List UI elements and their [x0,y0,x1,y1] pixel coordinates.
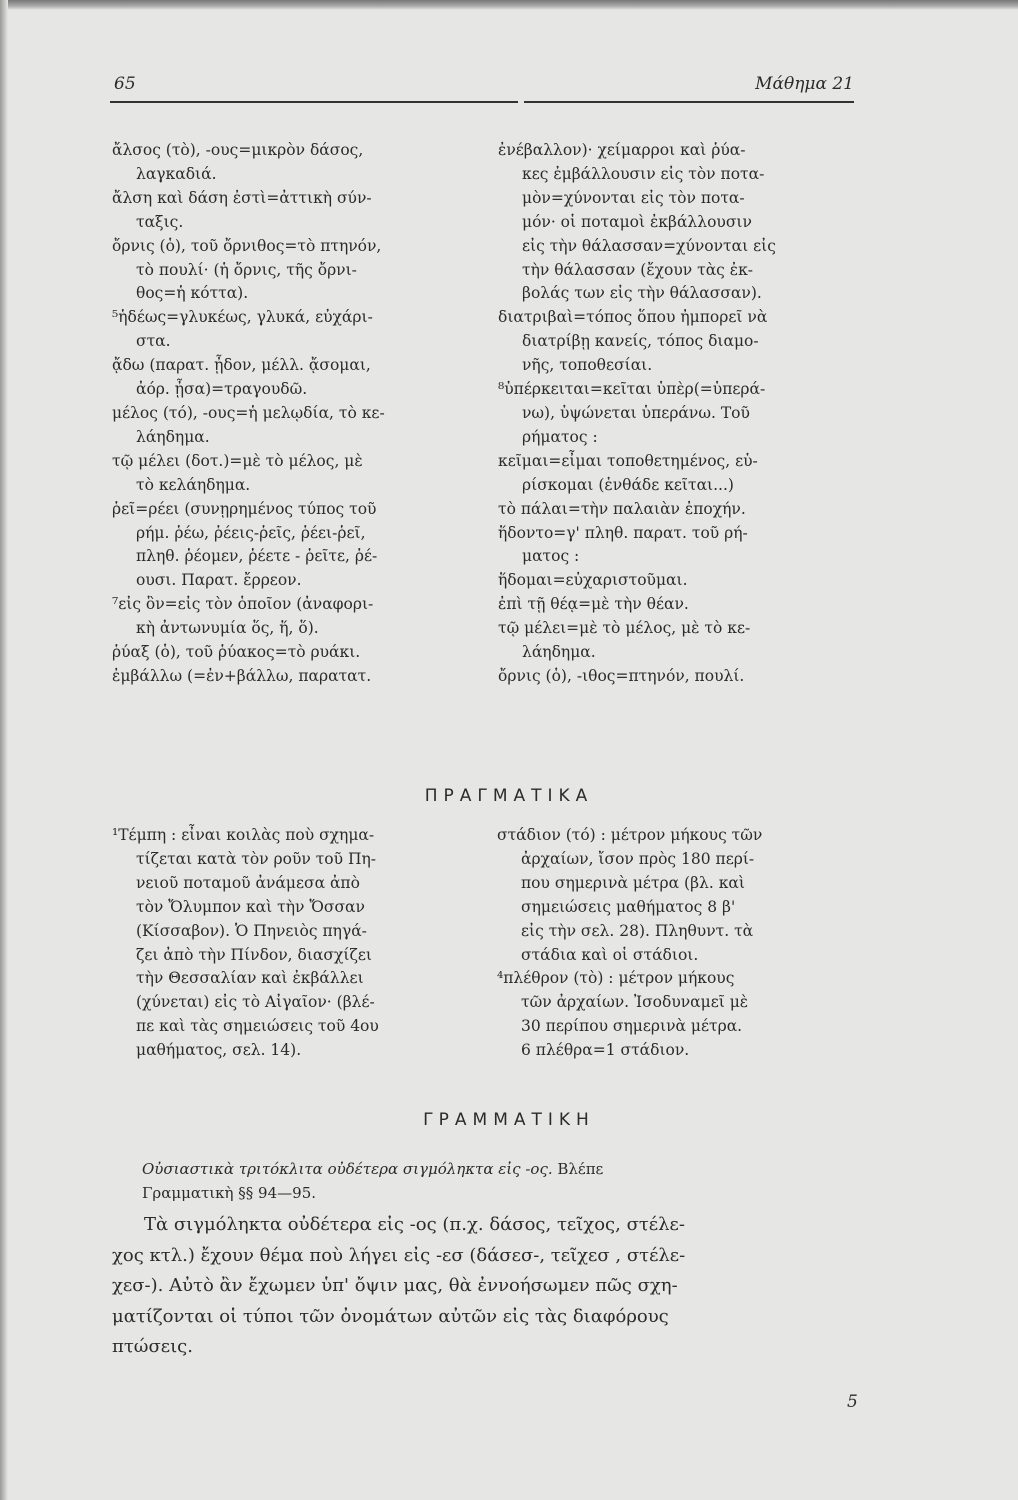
grammar-line: χος κτλ.) ἔχουν θέμα ποὺ λήγει εἰς -εσ (δάσεσ-, τεῖχεσ , στέλε- [112,1244,686,1266]
glossary-line: ῥεῖ=ρέει (συνῃρημένος τύπος τοῦ [112,499,377,518]
glossary-line: κες ἐμβάλλουσιν εἰς τὸν ποτα- [522,164,765,183]
note-line: τῶν ἀρχαίων. Ἰσοδυναμεῖ μὲ [521,993,749,1012]
footer-page-number: 5 [847,1392,858,1412]
glossary-line: ἥδομαι=εὐχαριστοῦμαι. [498,571,688,590]
glossary-line: ἐμβάλλω (=ἐν+βάλλω, παρατατ. [112,666,372,685]
left-pragmatika-column [112,824,492,1063]
left-glossary-column [112,139,492,689]
glossary-line: τὸ πουλί· (ἡ ὄρνις, τῆς ὄρνι- [136,260,357,279]
glossary-line: ⁸ὑπέρκειται=κεῖται ὑπὲρ(=ὑπερά- [498,380,766,399]
glossary-line: διατρίβῃ κανείς, τόπος διαμο- [522,332,759,351]
glossary-line: ρίσκομαι (ἐνθάδε κεῖται...) [522,475,734,494]
glossary-line: ἄλσος (τὸ), -ους=μικρὸν δάσος, [112,141,364,159]
note-line: στάδια καὶ οἱ στάδιοι. [521,945,699,964]
glossary-line: λάηδημα. [522,643,596,662]
grammar-paragraph [112,1210,862,1363]
glossary-line: πληθ. ῥέομεν, ῥέετε - ῥεῖτε, ῥέ- [136,547,378,566]
glossary-line: ῥύαξ (ὁ), τοῦ ῥύακος=τὸ ρυάκι. [112,643,361,662]
note-line: (χύνεται) εἰς τὸ Αἰγαῖον· (βλέ- [136,993,375,1012]
glossary-line: τῷ μέλει=μὲ τὸ μέλος, μὲ τὸ κε- [498,619,751,638]
note-line: ⁴πλέθρον (τὸ) : μέτρον μήκους [497,969,735,988]
note-line: 30 περίπου σημερινὰ μέτρα. [521,1017,743,1036]
glossary-line: μέλος (τό), -ους=ἡ μελῳδία, τὸ κε- [112,403,385,422]
glossary-line: βολάς των εἰς τὴν θάλασσαν). [522,284,762,303]
grammar-intro [142,1157,862,1205]
glossary-line: ρήματος : [522,427,598,446]
glossary-line: νῆς, τοποθεσίαι. [522,356,653,375]
note-line: ἀρχαίων, ἴσον πρὸς 180 περί- [521,849,755,868]
section-heading-pragmatika: ΠΡΑΓΜΑΤΙΚΑ [424,786,594,806]
scan-edge-left [0,0,8,1500]
note-line: τίζεται κατὰ τὸν ροῦν τοῦ Πη- [136,849,377,868]
glossary-line: στα. [136,332,171,351]
note-line: σημειώσεις μαθήματος 8 β' [521,897,736,916]
glossary-line: ματος : [522,547,580,566]
note-line: 6 πλέθρα=1 στάδιον. [521,1041,690,1060]
note-line: τὴν Θεσσαλίαν καὶ ἐκβάλλει [136,969,364,988]
glossary-line: θος=ἡ κόττα). [136,284,249,303]
glossary-line: ρήμ. ῥέω, ῥέεις-ῥεῖς, ῥέει-ῥεῖ, [136,523,366,542]
glossary-line: εἰς τὴν θάλασσαν=χύνονται εἰς [522,236,776,255]
grammar-line: πτώσεις. [112,1336,193,1357]
note-line: ¹Τέμπη : εἶναι κοιλὰς ποὺ σχημα- [112,826,375,844]
glossary-line: ⁷εἰς ὃν=εἰς τὸν ὁποῖον (ἀναφορι- [112,595,374,614]
note-line: που σημερινὰ μέτρα (βλ. καὶ [521,873,745,892]
glossary-line: τὴν θάλασσαν (ἔχουν τὰς ἐκ- [522,260,754,279]
note-line: τὸν Ὄλυμπον καὶ τὴν Ὄσσαν [136,897,365,916]
glossary-line: ὄρνις (ὁ), τοῦ ὄρνιθος=τὸ πτηνόν, [112,236,382,255]
note-line: εἰς τὴν σελ. 28). Πληθυντ. τὰ [521,921,754,940]
glossary-line: ᾄδω (παρατ. ᾖδον, μέλλ. ᾄσομαι, [112,356,371,375]
glossary-line: ἐπὶ τῇ θέᾳ=μὲ τὴν θέαν. [498,595,689,614]
grammar-intro-italic: Οὐσιαστικὰ τριτόκλιτα οὐδέτερα σιγμόληκτα εἰς -ος. [142,1160,553,1178]
glossary-line: ἥδοντο=γ' πληθ. παρατ. τοῦ ρή- [498,523,748,542]
glossary-line: ταξις. [136,212,184,231]
right-glossary-column [498,139,858,689]
note-line: μαθήματος, σελ. 14). [136,1041,302,1060]
glossary-line: νω), ὑψώνεται ὑπεράνω. Τοῦ [522,403,750,422]
glossary-line: μὸν=χύνονται εἰς τὸν ποτα- [522,188,745,207]
glossary-line: ὄρνις (ὁ), -ιθος=πτηνόν, πουλί. [498,666,745,685]
glossary-line: ἐνέβαλλον)· χείμαρροι καὶ ῥύα- [498,141,746,159]
note-line: πε καὶ τὰς σημειώσεις τοῦ 4ου [136,1017,379,1036]
glossary-line: ἀόρ. ᾖσα)=τραγουδῶ. [136,380,308,399]
glossary-line: κὴ ἀντωνυμία ὅς, ἥ, ὅ). [136,619,319,638]
note-line: ζει ἀπὸ τὴν Πίνδον, διασχίζει [136,945,372,964]
right-pragmatika-column [497,824,857,1063]
grammar-line: χεσ-). Αὐτὸ ἂν ἔχωμεν ὑπ' ὄψιν μας, θὰ ἐννοήσωμεν πῶς σχη- [112,1275,678,1296]
page-header [110,74,854,100]
glossary-line: τὸ κελάηδημα. [136,475,251,494]
page-number: 65 [114,74,136,94]
note-line: στάδιον (τό) : μέτρον μήκους τῶν [497,826,763,844]
glossary-line: τῷ μέλει (δοτ.)=μὲ τὸ μέλος, μὲ [112,451,363,470]
note-line: νειοῦ ποταμοῦ ἀνάμεσα ἀπὸ [136,873,360,892]
grammar-line: ματίζονται οἱ τύποι τῶν ὀνομάτων αὐτῶν εἰς τὰς διαφόρους [112,1305,669,1327]
glossary-line: ἄλση καὶ δάση ἐστὶ=ἀττικὴ σύν- [112,188,372,207]
grammar-line: Τὰ σιγμόληκτα οὐδέτερα εἰς -ος (π.χ. δάσος, τεῖχος, στέλε- [144,1214,685,1235]
glossary-line: διατριβαὶ=τόπος ὅπου ἠμπορεῖ νὰ [498,308,768,327]
glossary-line: τὸ πάλαι=τὴν παλαιὰν ἐποχήν. [498,499,746,518]
glossary-line: ⁵ἡδέως=γλυκέως, γλυκά, εὐχάρι- [112,308,373,327]
scan-edge-top [0,0,1018,10]
grammar-intro-rest: Βλέπε [552,1160,604,1178]
glossary-line: ουσι. Παρατ. ἔρρεον. [136,571,302,590]
glossary-line: κεῖμαι=εἶμαι τοποθετημένος, εὑ- [498,451,758,470]
note-line: (Κίσσαβον). Ὁ Πηνειὸς πηγά- [136,921,367,940]
glossary-line: λάηδημα. [136,427,210,446]
section-heading-grammatiki: ΓΡΑΜΜΑΤΙΚΗ [423,1110,595,1130]
grammar-intro-line2: Γραμματικὴ §§ 94—95. [142,1184,317,1202]
lesson-title: Μάθημα 21 [755,74,854,94]
glossary-line: μόν· οἱ ποταμοὶ ἐκβάλλουσιν [522,212,752,231]
glossary-line: λαγκαδιά. [136,164,217,183]
